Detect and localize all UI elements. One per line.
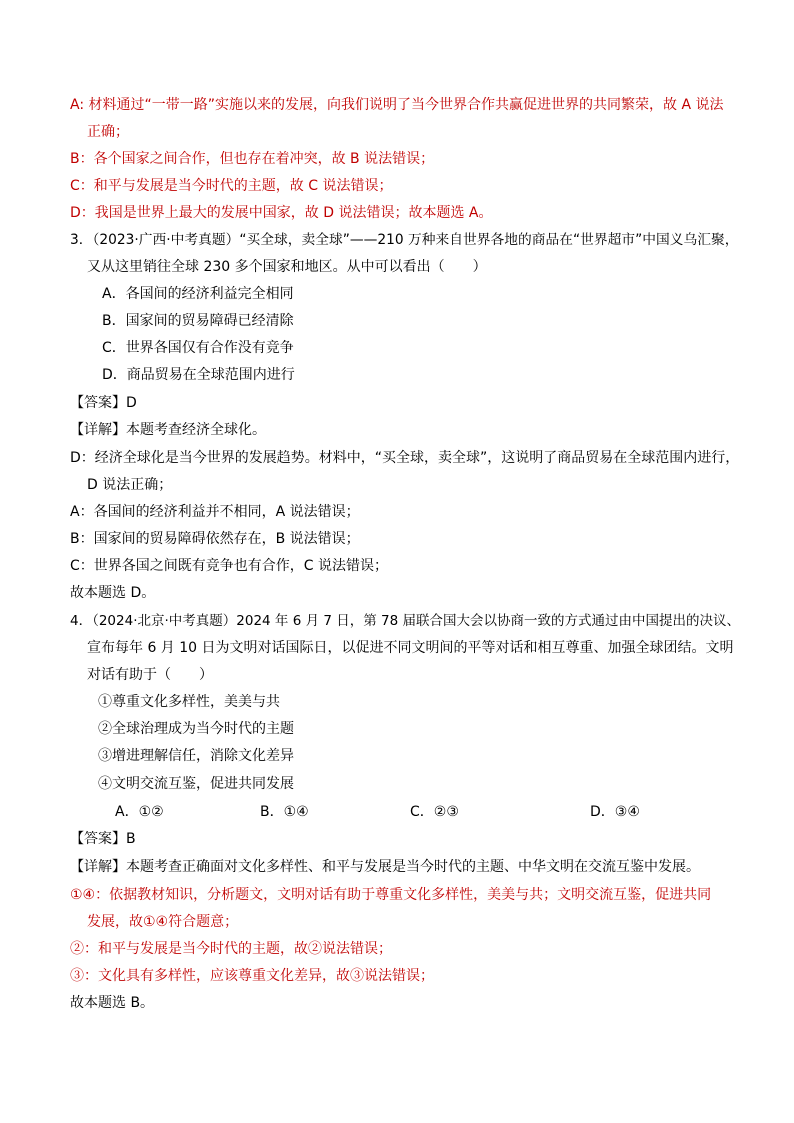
q3-analysis-a: A：各国间的经济利益并不相同，A 说法错误； [70,504,360,520]
q4-stem-line3: 对话有助于（ ） [87,667,213,683]
q3-analysis-d-line1: D：经济全球化是当今世界的发展趋势。材料中，“买全球，卖全球”，这说明了商品贸易在全球范围内进行， [70,450,740,466]
q3-conclusion: 故本题选 D。 [70,585,156,601]
q2-analysis-b: B：各个国家之间合作，但也存在着冲突，故 B 说法错误； [70,151,435,167]
q4-item-4: ④文明交流互鉴，促进共同发展 [98,776,294,792]
q2-analysis-d: D：我国是世界上最大的发展中国家，故 D 说法错误；故本题选 A。 [70,205,493,221]
q3-detail: 【详解】本题考查经济全球化。 [70,422,266,438]
q4-answer: 【答案】B [70,831,136,847]
q4-choice-c: C．②③ [410,804,459,820]
q2-analysis-c: C：和平与发展是当今时代的主题，故 C 说法错误； [70,178,393,194]
q3-answer: 【答案】D [70,395,137,411]
q3-analysis-b: B：国家间的贸易障碍依然存在，B 说法错误； [70,531,360,547]
q3-option-c: C．世界各国仅有合作没有竞争 [102,340,294,356]
q3-stem-line2: 又从这里销往全球 230 多个国家和地区。从中可以看出（ ） [87,259,487,275]
q4-choice-b: B．①④ [260,804,309,820]
q3-analysis-d-line2: D 说法正确； [87,477,173,493]
q4-choice-d: D．③④ [590,804,640,820]
q4-analysis-3: ③：文化具有多样性，应该尊重文化差异，故③说法错误； [70,968,434,984]
q3-analysis-c: C：世界各国之间既有竞争也有合作，C 说法错误； [70,558,388,574]
q3-option-b: B．国家间的贸易障碍已经清除 [102,313,294,329]
q2-analysis-a-line1: A: 材料通过“一带一路”实施以来的发展，向我们说明了当今世界合作共赢促进世界的共同繁荣，故 A 说法 [70,97,724,113]
q4-detail: 【详解】本题考查正确面对文化多样性、和平与发展是当今时代的主题、中华文明在交流互鉴中发展。 [70,859,700,875]
q4-item-2: ②全球治理成为当今时代的主题 [98,721,294,737]
q4-stem-line1: 4．（2024·北京·中考真题）2024 年 6 月 7 日，第 78 届联合国大会以协商一致的方式通过由中国提出的决议、 [70,613,741,629]
q4-analysis-14-line1: ①④：依据教材知识，分析题文，文明对话有助于尊重文化多样性，美美与共；文明交流互鉴，促进共同 [70,887,712,903]
q4-item-3: ③增进理解信任，消除文化差异 [98,748,294,764]
q4-stem-line2: 宣布每年 6 月 10 日为文明对话国际日，以促进不同文明间的平等对话和相互尊重、加强全球团结。文明 [87,640,734,656]
q3-stem-line1: 3．（2023·广西·中考真题）“买全球，卖全球”——210 万种来自世界各地的商品在“世界超市”中国义乌汇聚， [70,232,739,248]
q4-item-1: ①尊重文化多样性，美美与共 [98,694,280,710]
q3-option-d: D．商品贸易在全球范围内进行 [102,367,295,383]
q4-choice-a: A．①② [115,804,164,820]
q2-analysis-a-line2: 正确； [87,124,129,140]
q4-analysis-2: ②：和平与发展是当今时代的主题，故②说法错误； [70,941,392,957]
q4-conclusion: 故本题选 B。 [70,995,155,1011]
q3-option-a: A．各国间的经济利益完全相同 [102,286,294,302]
q4-analysis-14-line2: 发展，故①④符合题意； [87,914,239,930]
